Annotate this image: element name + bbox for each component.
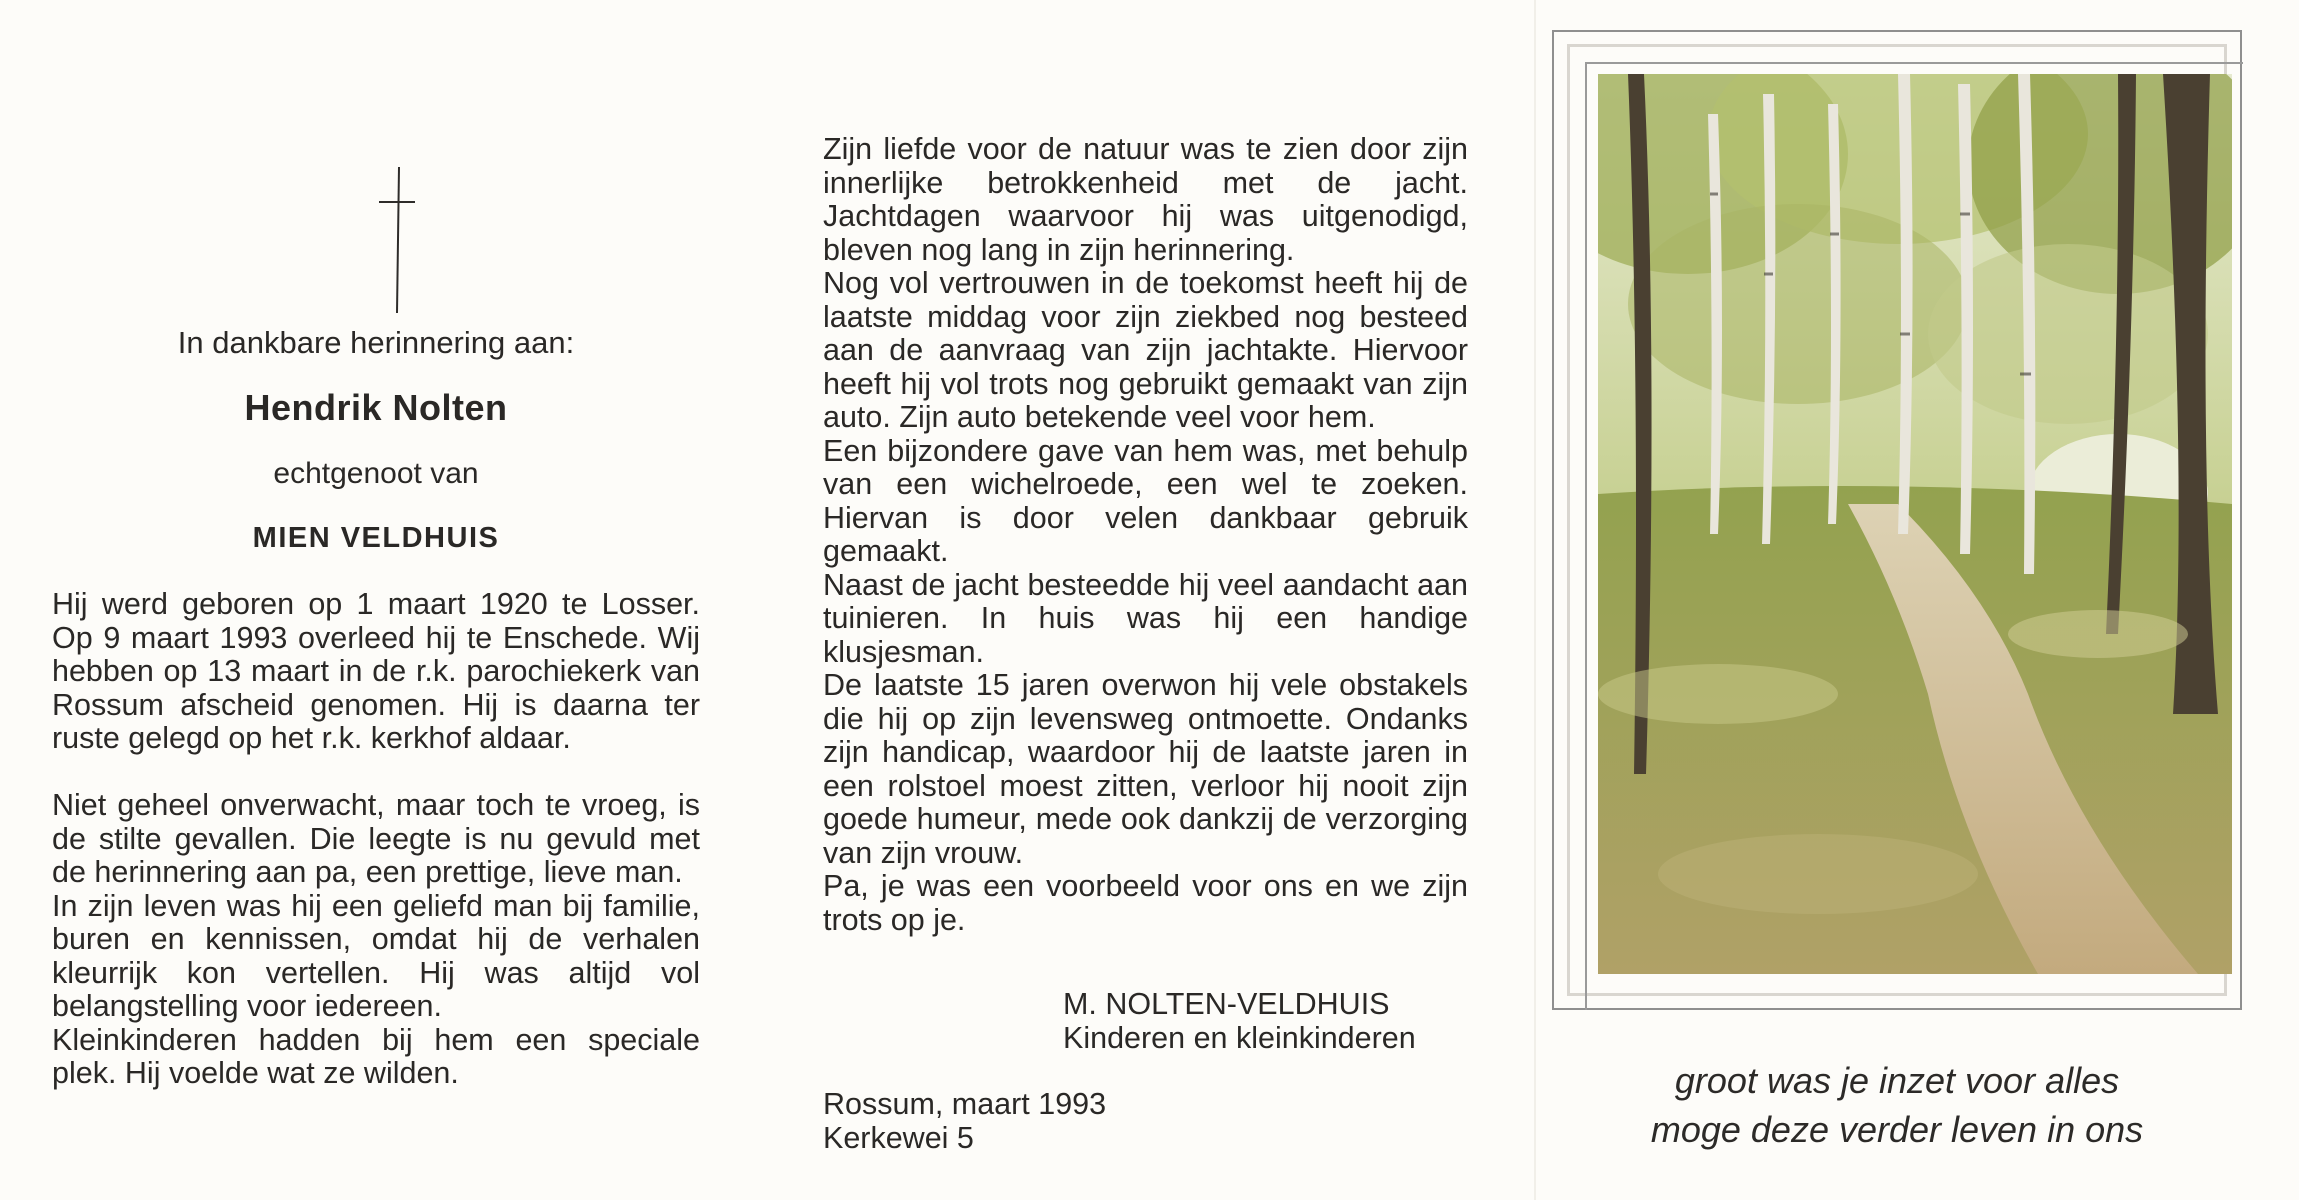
deceased-name: Hendrik Nolten <box>244 387 508 428</box>
paragraph-gardening: Naast de jacht besteedde hij veel aandacht aan tuinieren. In huis was hij een handige klusjesman. <box>823 567 1468 669</box>
paragraph-life: In zijn leven was hij een geliefd man bij familie, buren en kennissen, omdat hij de verhalen kleurrijk kon vertellen. Hij was altijd vol belangstelling voor iedereen. <box>52 888 700 1023</box>
caption-line-1: groot was je inzet voor alles <box>1674 1060 2120 1101</box>
paragraph-grandchildren: Kleinkinderen hadden bij hem een speciale plek. Hij voelde wat ze wilden. <box>52 1022 700 1090</box>
cross-icon <box>377 165 417 315</box>
paragraph-handicap: De laatste 15 jaren overwon hij vele obstakels die hij op zijn levensweg ontmoette. Ondanks zijn handicap, waardoor hij de laatste jaren in een rolstoel moest zitten, verloor hij nooit zijn goede humeur, mede ook dankzij de verzorging van zijn vrouw. <box>823 668 1468 870</box>
address: Kerkewei 5 <box>823 1121 974 1155</box>
paragraph-birth-death: Hij werd geboren op 1 maart 1920 te Losser. Op 9 maart 1993 overleed hij te Enschede. Wij hebben op 13 maart in de r.k. parochiekerk van Rossum afscheid genomen. Hij is daarna ter ruste gelegd op het r.k. kerkhof aldaar. <box>52 587 700 755</box>
fold-line <box>1534 0 1536 1200</box>
middle-column <box>823 133 1468 937</box>
forest-path-photo <box>1598 74 2232 974</box>
signature-block <box>1063 987 1416 1055</box>
place-date: Rossum, maart 1993 <box>823 1087 1107 1121</box>
paragraph-hunting-licence: Nog vol vertrouwen in de toekomst heeft hij de laatste middag voor zijn ziekbed nog besteed aan de aanvraag van zijn jachtakte. Hiervoor heeft hij vol trots nog gebruikt gemaakt van zijn auto. Zijn auto betekende veel voor hem. <box>823 266 1468 434</box>
caption <box>1552 1056 2242 1154</box>
place-date-block <box>823 1087 1106 1155</box>
paragraph-silence: Niet geheel onverwacht, maar toch te vroeg, is de stilte gevallen. Die leegte is nu gevuld met de herinnering aan pa, een prettige, lieve man. <box>52 788 700 889</box>
paragraph-dowsing: Een bijzondere gave van hem was, met behulp van een wichelroede, een wel te zoeken. Hiervan is door velen dankbaar gebruik gemaakt. <box>823 433 1468 568</box>
caption-line-2: moge deze verder leven in ons <box>1650 1109 2144 1150</box>
intro-text: In dankbare herinnering aan: <box>177 325 575 360</box>
left-body-text <box>52 588 700 1091</box>
paragraph-example: Pa, je was een voorbeeld voor ons en we zijn trots op je. <box>823 869 1468 937</box>
spouse-name: MIEN VELDHUIS <box>252 522 500 554</box>
spouse-label: echtgenoot van <box>273 457 479 490</box>
signature-name: M. NOLTEN-VELDHUIS <box>1063 987 1390 1021</box>
paragraph-nature: Zijn liefde voor de natuur was te zien door zijn innerlijke betrokkenheid met de jacht. Jachtdagen waarvoor hij was uitgenodigd, bleven nog lang in zijn herinnering. <box>823 132 1468 267</box>
signature-family: Kinderen en kleinkinderen <box>1063 1021 1416 1055</box>
